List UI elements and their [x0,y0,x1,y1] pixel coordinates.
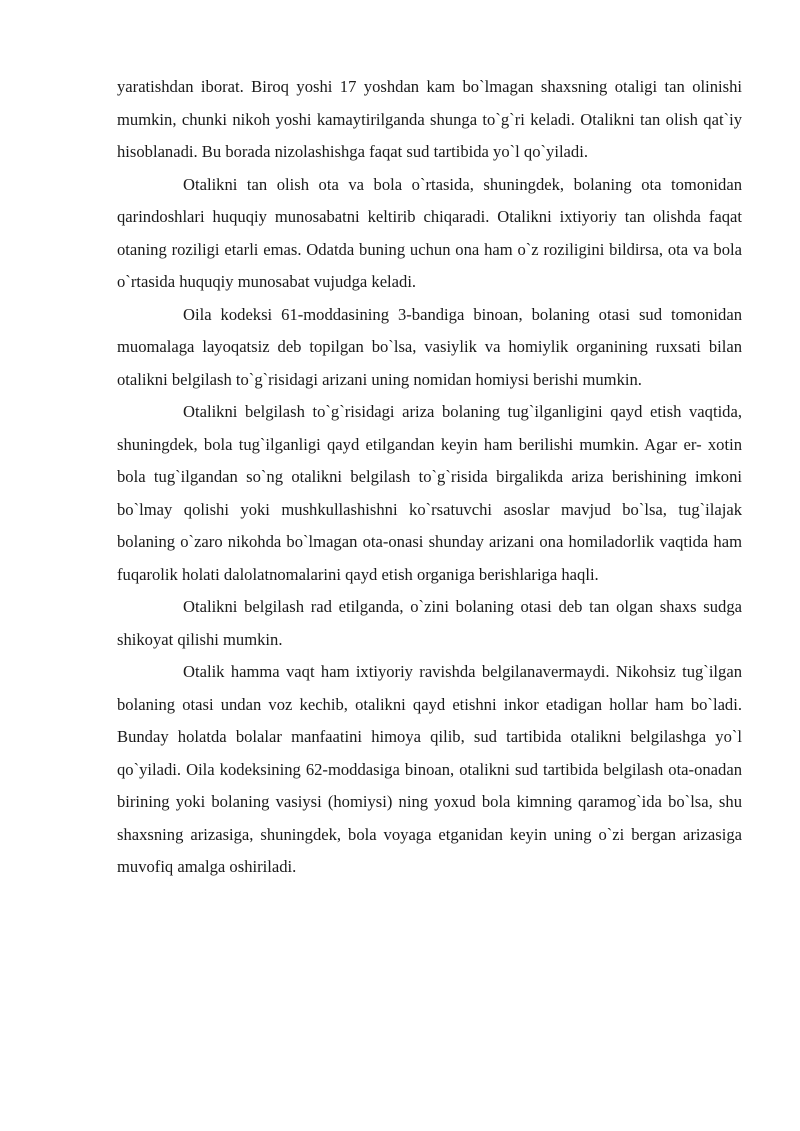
body-text [117,71,742,884]
paragraph-refusal-appeal: Otalikni belgilash rad etilganda, o`zini bolaning otasi deb tan olgan shaxs sudga shikoyat qilishi mumkin. [117,597,742,649]
paragraph-continuation: yaratishdan iborat. Biroq yoshi 17 yoshdan kam bo`lmagan shaxsning otaligi tan olinishi mumkin, chunki nikoh yoshi kamaytirilganda shunga to`g`ri keladi. Otalikni tan olish qat`iy hisoblanadi. Bu borada nizolashishga faqat sud tartibida yo`l qo`yiladi. [117,77,742,161]
paragraph-paternity-recognition: Otalikni tan olish ota va bola o`rtasida, shuningdek, bolaning ota tomonidan qarindoshlari huquqiy munosabatni keltirib chiqaradi. Otalikni ixtiyoriy tan olishda faqat otaning roziligi etarli emas. Odatda buning uchun ona ham o`z roziligini bildirsa, ota va bola o`rtasida huquqiy munosabat vujudga keladi. [117,174,742,291]
paragraph-application-timing: Otalikni belgilash to`g`risidagi ariza bolaning tug`ilganligini qayd etish vaqtida, shuningdek, bola tug`ilganligi qayd etilgandan keyin ham berilishi mumkin. Agar er- xotin bola tug`ilgandan so`ng otalikni belgilash to`g`risida birgalikda ariza berishining imkoni bo`lmay qolishi yoki mushkullashishni ko`rsatuvchi asoslar mavjud bo`lsa, tug`ilajak bolaning o`zaro nikohda bo`lmagan ota-onasi shunday arizani ona homiladorlik vaqtida ham fuqarolik holati dalolatnomalarini qayd etish organiga berishlariga haqli. [117,402,742,584]
paragraph-family-code-62: Otalik hamma vaqt ham ixtiyoriy ravishda belgilanavermaydi. Nikohsiz tug`ilgan bolaning otasi undan voz kechib, otalikni qayd etishni inkor etadigan hollar ham bo`ladi. Bunday holatda bolalar manfaatini himoya qilib, sud tartibida otalikni belgilashga yo`l qo`yiladi. Oila kodeksining 62-moddasiga binoan, otalikni sud tartibida belgilash ota-onadan birining yoki bolaning vasiysi (homiysi) ning yoxud bola kimning qaramog`ida bo`lsa, shu shaxsning arizasiga, shuningdek, bola voyaga etganidan keyin uning o`zi bergan arizasiga muvofiq amalga oshiriladi. [117,662,742,876]
paragraph-family-code-61: Oila kodeksi 61-moddasining 3-bandiga binoan, bolaning otasi sud tomonidan muomalaga layoqatsiz deb topilgan bo`lsa, vasiylik va homiylik organining ruxsati bilan otalikni belgilash to`g`risidagi arizani uning nomidan homiysi berishi mumkin. [117,304,742,389]
